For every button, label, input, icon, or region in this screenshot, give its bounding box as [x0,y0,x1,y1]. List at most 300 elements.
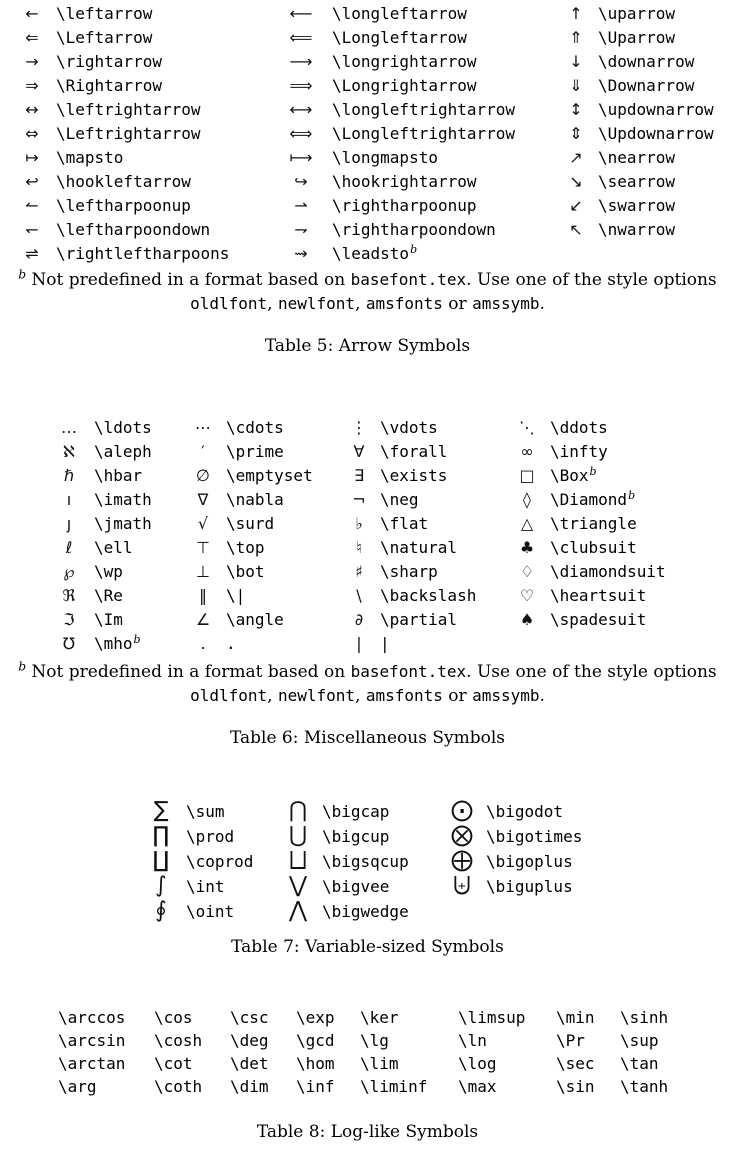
symbol-command [380,490,504,514]
symbol-command [226,514,338,538]
symbol-command [94,538,180,562]
command-name: \sum [186,802,225,821]
command-name: \uparrow [598,4,676,23]
command-name: \bigoplus [486,852,573,871]
symbol-glyph: ∐ [152,848,170,873]
symbol-glyph: ⟶ [289,52,313,71]
symbol-command [380,634,504,658]
symbol-command [550,490,680,514]
log-like-command: \arctan [58,1054,126,1073]
command-name: \bigcap [322,802,390,821]
footnote-option-4: amssymb [472,686,540,705]
symbol-command [226,418,338,442]
command-name: \bigwedge [322,902,409,921]
symbol-command [332,148,554,172]
symbol-glyph: ↔ [25,100,39,119]
command-name: \nabla [226,490,284,509]
log-like-command: \log [458,1054,497,1073]
symbol-command [56,124,270,148]
symbol-command [550,538,680,562]
command-name: \rightharpoonup [332,196,477,215]
misc-table-footnote [0,660,735,708]
symbol-glyph: \ [356,586,362,605]
command-name: \ldots [94,418,152,437]
symbol-command [598,100,728,124]
command-name: \prime [226,442,284,461]
table-row [44,514,680,538]
symbol-command [186,823,274,848]
symbol-glyph: △ [520,514,534,533]
symbol-glyph: ⨀ [451,798,473,823]
command-name: \heartsuit [550,586,647,605]
footnote-text-2: . Use one of the style options [466,270,717,290]
symbol-glyph: ∠ [195,610,211,629]
symbol-glyph: ⟹ [289,76,313,95]
footnote-mark: b [18,267,26,282]
table-row [44,586,680,610]
symbol-command [94,490,180,514]
command-name: \Longleftarrow [332,28,467,47]
symbol-command [332,220,554,244]
command-name: \mho [94,634,133,653]
command-name: \clubsuit [550,538,637,557]
symbol-glyph: ℓ [65,538,73,557]
empty-cell [504,634,550,658]
command-name: \top [226,538,265,557]
symbol-glyph: ∂ [354,610,364,629]
symbol-glyph: ♭ [355,514,363,533]
symbol-command [332,4,554,28]
footnote-option-3: amsfonts [365,686,443,705]
log-like-command: \tanh [620,1077,669,1096]
symbol-command [486,798,596,823]
symbol-command [598,28,728,52]
log-like-command: \sin [556,1077,595,1096]
log-like-symbols-table [58,1008,690,1100]
symbol-glyph: ‖ [199,586,207,605]
symbol-command [550,610,680,634]
footnote-sep: , [267,686,273,706]
symbol-glyph: … [61,418,77,437]
footnote-option-3: amsfonts [365,294,443,313]
symbol-command [332,76,554,100]
footnote-end: . [539,686,545,706]
footnote-mark: b [18,659,26,674]
symbol-glyph: ↕ [569,100,583,119]
footnote-option-1: oldlfont [190,686,268,705]
command-name: \Rightarrow [56,76,162,95]
table-5-caption: Table 5: Arrow Symbols [264,336,471,356]
symbol-glyph: ¬ [352,490,366,509]
table-row [8,244,728,268]
table-row [44,418,680,442]
symbol-command [486,873,596,898]
table-row [58,1031,690,1054]
symbol-glyph: | [356,634,362,653]
command-name: \nearrow [598,148,676,167]
symbol-glyph: ∀ [353,442,365,461]
table-row [136,848,596,873]
table-row [8,76,728,100]
log-like-command: \cot [154,1054,193,1073]
symbol-command [598,172,728,196]
symbol-glyph: ↓ [569,52,583,71]
symbol-command [332,100,554,124]
footnote-sep: , [267,294,273,314]
symbol-command [226,634,338,658]
log-like-command: \ker [360,1008,399,1027]
symbol-command [56,220,270,244]
command-name: \Leftarrow [56,28,153,47]
empty-cell [486,898,596,923]
table-row [8,4,728,28]
symbol-glyph: ⋂ [288,798,308,823]
command-name: \imath [94,490,152,509]
symbol-glyph: ⋃ [288,823,308,848]
command-name: \vdots [380,418,438,437]
table-6-caption: Table 6: Miscellaneous Symbols [229,728,505,748]
command-name: \longrightarrow [332,52,477,71]
symbol-glyph: ← [25,4,39,23]
footnote-marker: b [628,488,636,502]
command-name: \updownarrow [598,100,714,119]
symbol-glyph: ⋮ [351,418,367,437]
command-name: \exists [380,466,448,485]
table-row [8,148,728,172]
symbol-command [332,28,554,52]
symbol-command [94,514,180,538]
command-name: \Downarrow [598,76,695,95]
symbol-command [380,610,504,634]
symbol-glyph: ⇝ [294,244,308,263]
symbol-command [56,76,270,100]
variable-sized-symbols-table [136,798,596,923]
command-name: \partial [380,610,458,629]
symbol-glyph: ⨄ [453,873,471,898]
command-name: \int [186,877,225,896]
log-like-command: \inf [296,1077,335,1096]
symbol-glyph: ∫ [155,873,167,898]
arrow-table-footnote [0,268,735,316]
log-like-command: \min [556,1008,595,1027]
log-like-command: \sinh [620,1008,669,1027]
symbol-glyph: ℜ [62,586,76,605]
table-row [136,823,596,848]
command-name: \rightleftharpoons [56,244,230,263]
table-row [58,1077,690,1100]
symbol-glyph: ∑ [153,798,169,823]
log-like-command: \ln [458,1031,487,1050]
footnote-marker: b [410,242,418,256]
symbol-glyph: ℑ [63,610,75,629]
command-name: \bot [226,562,265,581]
symbol-command [322,898,438,923]
symbol-glyph: ⟺ [289,124,313,143]
command-name: \forall [380,442,448,461]
symbol-command [598,196,728,220]
symbol-glyph: ↩ [25,172,39,191]
command-name: \Uparrow [598,28,676,47]
symbol-glyph: ♣ [519,538,535,557]
footnote-file: basefont.tex [350,270,467,289]
log-like-command: \sup [620,1031,659,1050]
table-row [44,634,680,658]
command-name: \aleph [94,442,152,461]
log-like-command: \arcsin [58,1031,126,1050]
symbol-glyph: ↑ [569,4,583,23]
footnote-option-1: oldlfont [190,294,268,313]
symbol-glyph: ∃ [353,466,365,485]
table-8-caption: Table 8: Log-like Symbols [256,1122,479,1142]
symbol-command [550,466,680,490]
command-name: \sharp [380,562,438,581]
table-row [44,610,680,634]
symbol-command [380,562,504,586]
table-row [44,538,680,562]
symbol-glyph: ♮ [356,538,362,557]
symbol-command [226,442,338,466]
symbol-glyph: √ [197,514,209,533]
symbol-glyph: ↼ [25,196,39,215]
command-name: \swarrow [598,196,676,215]
symbol-glyph: ⋱ [519,418,535,437]
command-name: \Box [550,466,589,485]
command-name: \surd [226,514,275,533]
symbol-command [550,418,680,442]
symbol-glyph: ↘ [569,172,583,191]
symbol-glyph: ℵ [63,442,75,461]
footnote-option-2: newlfont [277,686,356,705]
symbol-command [186,848,274,873]
log-like-command: \max [458,1077,497,1096]
symbol-command [186,873,274,898]
log-like-command: \lim [360,1054,399,1073]
command-name: \bigvee [322,877,390,896]
symbol-glyph: ⋁ [288,873,308,898]
symbol-command [56,244,270,268]
symbol-glyph: ↽ [25,220,39,239]
empty-cell [550,634,680,658]
symbol-glyph: ⨁ [451,848,473,873]
symbol-glyph: ∅ [196,466,210,485]
log-like-command: \csc [230,1008,269,1027]
symbol-glyph: ⨆ [289,848,307,873]
log-like-command: \hom [296,1054,335,1073]
command-name: \| [226,586,246,605]
command-name: \biguplus [486,877,573,896]
table-row [58,1054,690,1077]
symbol-command [380,442,504,466]
log-like-command: \arg [58,1077,97,1096]
symbol-command [94,562,180,586]
command-name: \longleftrightarrow [332,100,516,119]
symbol-command [94,634,180,658]
symbol-glyph: ⊤ [196,538,210,557]
log-like-command: \cosh [154,1031,203,1050]
log-like-command: \arccos [58,1008,126,1027]
symbol-command [186,798,274,823]
symbol-command [332,52,554,76]
command-name: \longmapsto [332,148,438,167]
command-name: \hookleftarrow [56,172,191,191]
symbol-command [332,244,554,268]
symbol-command [380,418,504,442]
command-name: \Updownarrow [598,124,714,143]
symbol-glyph: ↪ [294,172,308,191]
symbol-glyph: ⇀ [294,196,308,215]
symbol-command [94,418,180,442]
symbol-glyph: ♠ [519,610,535,629]
arrow-symbols-table [8,4,728,268]
log-like-command: \gcd [296,1031,335,1050]
command-name: \leftrightarrow [56,100,201,119]
log-like-command: \Pr [556,1031,585,1050]
command-name: \backslash [380,586,477,605]
empty-cell [554,244,598,268]
symbol-command [226,490,338,514]
command-name: \Diamond [550,490,628,509]
table-row [136,898,596,923]
command-name: | [380,634,390,653]
symbol-command [94,442,180,466]
command-name: \emptyset [226,466,313,485]
command-name: \mapsto [56,148,124,167]
command-name: . [226,634,236,653]
symbol-glyph: ⨂ [451,823,473,848]
symbol-command [486,848,596,873]
log-like-command: \sec [556,1054,595,1073]
symbol-command [226,538,338,562]
symbol-command [226,562,338,586]
symbol-glyph: ♡ [519,586,535,605]
symbol-glyph: ⟸ [289,28,313,47]
table-row [58,1008,690,1031]
footnote-or: or [448,686,467,706]
symbol-glyph: ℧ [62,634,76,653]
symbol-glyph: □ [519,466,535,485]
footnote-sep: , [355,294,361,314]
command-name: \triangle [550,514,637,533]
log-like-command: \cos [154,1008,193,1027]
footnote-text-1: Not predefined in a format based on [31,662,346,682]
symbol-command [322,873,438,898]
table-row [8,28,728,52]
symbol-command [380,538,504,562]
command-name: \natural [380,538,458,557]
command-name: \wp [94,562,123,581]
command-name: \leftarrow [56,4,153,23]
command-name: \downarrow [598,52,695,71]
log-like-command: \dim [230,1077,269,1096]
command-name: \rightharpoondown [332,220,496,239]
symbol-glyph: ⟵ [289,4,313,23]
command-name: \jmath [94,514,152,533]
symbol-command [598,76,728,100]
command-name: \prod [186,827,235,846]
command-name: \Longrightarrow [332,76,477,95]
command-name: \Im [94,610,123,629]
log-like-command: \tan [620,1054,659,1073]
symbol-command [94,466,180,490]
symbol-glyph: ↖ [569,220,583,239]
table-row [8,172,728,196]
footnote-or: or [448,294,467,314]
command-name: \rightarrow [56,52,162,71]
table-row [8,52,728,76]
footnote-marker: b [133,632,141,646]
command-name: \searrow [598,172,676,191]
command-name: \oint [186,902,235,921]
command-name: \hbar [94,466,143,485]
symbol-glyph: ȷ [66,514,72,533]
symbol-command [226,586,338,610]
footnote-marker: b [589,464,597,478]
symbol-glyph: . [200,634,206,653]
symbol-glyph: ⇔ [25,124,39,143]
command-name: \infty [550,442,608,461]
command-name: \ell [94,538,133,557]
command-name: \hookrightarrow [332,172,477,191]
empty-cell [598,244,728,268]
symbol-command [94,610,180,634]
symbol-command [56,196,270,220]
table-row [8,220,728,244]
symbol-glyph: ∏ [152,823,170,848]
symbol-command [550,562,680,586]
command-name: \diamondsuit [550,562,666,581]
table-row [8,100,728,124]
symbol-glyph: ⇓ [569,76,583,95]
command-name: \spadesuit [550,610,647,629]
command-name: \leadsto [332,244,410,263]
symbol-glyph: ∮ [155,898,167,923]
symbol-glyph: ∞ [520,442,534,461]
command-name: \cdots [226,418,284,437]
symbol-command [56,52,270,76]
footnote-end: . [539,294,545,314]
symbol-glyph: ⇐ [25,28,39,47]
symbol-command [56,100,270,124]
command-name: \bigotimes [486,827,583,846]
symbol-glyph: ′ [201,442,205,461]
symbol-command [186,898,274,923]
symbol-command [380,586,504,610]
symbol-command [598,4,728,28]
symbol-command [380,514,504,538]
symbol-glyph: ⊥ [196,562,210,581]
symbol-command [56,28,270,52]
table-row [44,490,680,514]
table-row [8,196,728,220]
command-name: \Longleftrightarrow [332,124,516,143]
command-name: \flat [380,514,429,533]
command-name: \neg [380,490,419,509]
symbol-command [550,442,680,466]
symbol-glyph: ⇑ [569,28,583,47]
symbol-glyph: ⋀ [288,898,308,923]
log-like-command: \exp [296,1008,335,1027]
table-row [44,442,680,466]
command-name: \coprod [186,852,254,871]
table-row [8,124,728,148]
symbol-glyph: ◊ [523,490,531,509]
symbol-glyph: ⇌ [25,244,39,263]
symbol-command [322,848,438,873]
table-row [44,466,680,490]
symbol-glyph: ⇁ [294,220,308,239]
symbol-command [322,823,438,848]
footnote-text-1: Not predefined in a format based on [31,270,346,290]
